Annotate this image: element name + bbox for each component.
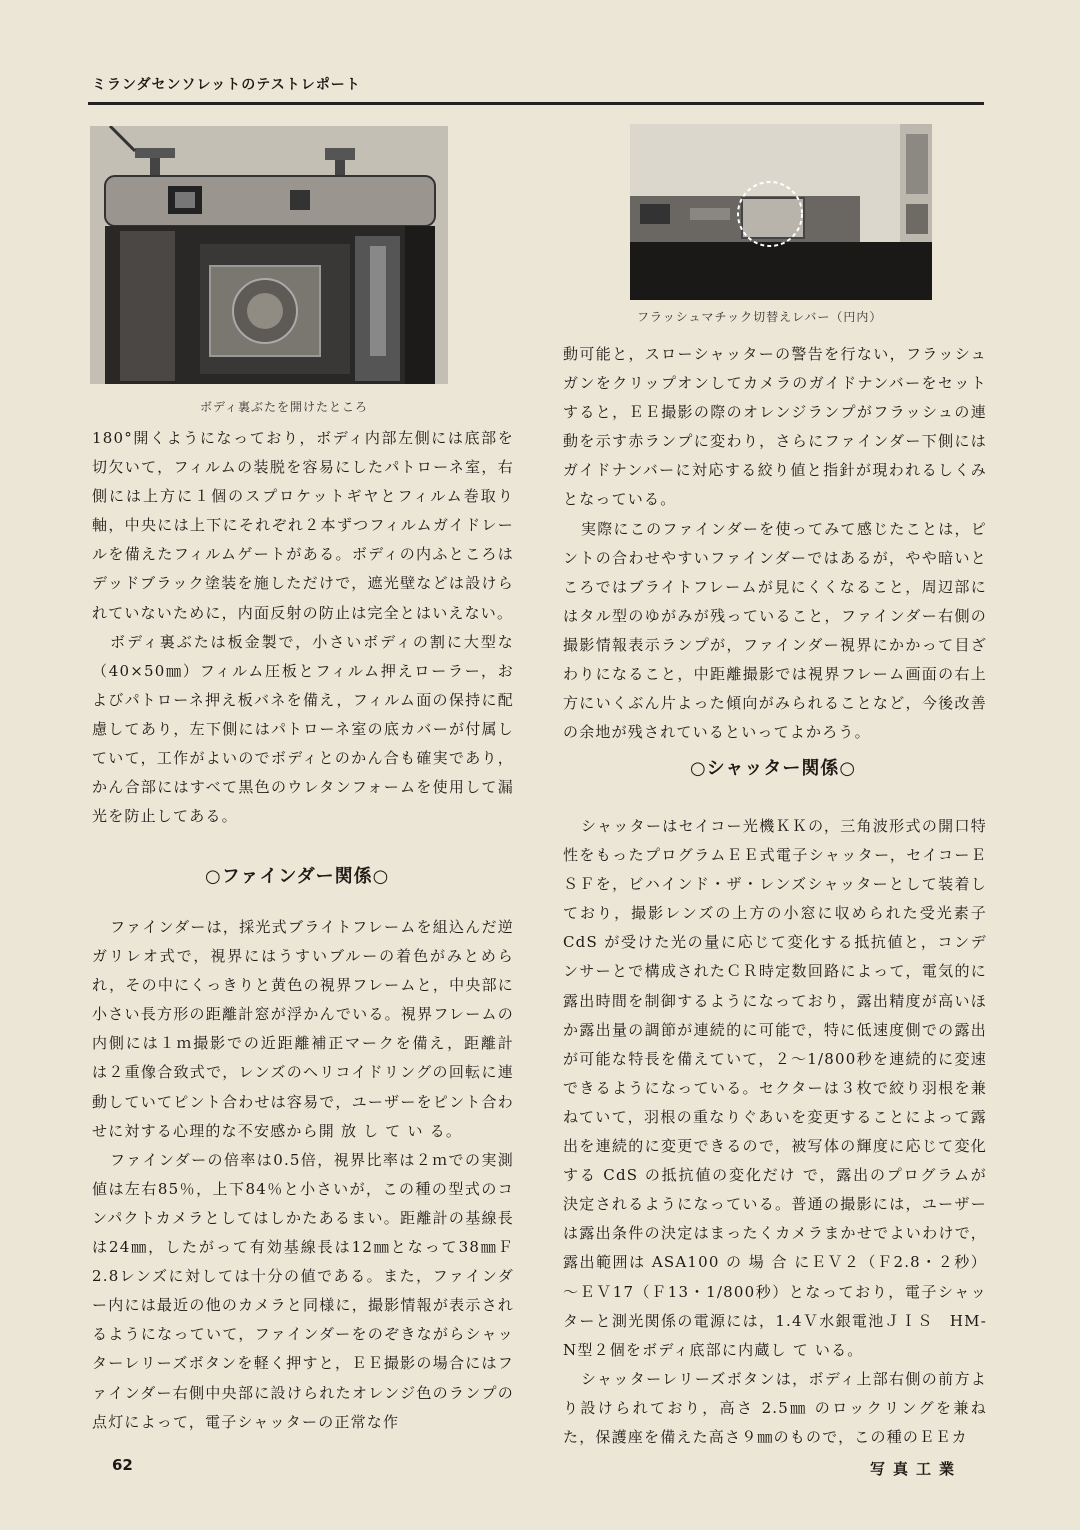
figure-caption-right: フラッシュマチック切替えレバー（円内） <box>637 310 883 324</box>
paragraph: 動可能と，スローシャッターの警告を行ない，フラッシュガンをクリップオンしてカメラのガイドナンバーをセットすると，ＥＥ撮影の際のオレンジランプがフラッシュの連動を示す赤ランプに変わり，さらにファインダー下側にはガイドナンバーに対応する絞り値と指針が現われるしくみとなっている。 <box>563 345 987 509</box>
left-column-lower <box>92 913 514 1437</box>
flash-lever-photo <box>630 124 932 300</box>
paragraph: シャッターレリーズボタンは，ボディ上部右側の前方より設けられており，高さ 2.5㎜ のロックリングを兼ねた，保護座を備えた高さ９㎜のもので，この種のＥＥカ <box>563 1369 987 1446</box>
section-heading-shutter: ○シャッター関係○ <box>690 758 857 779</box>
left-column-upper <box>92 424 514 831</box>
paragraph: ファインダーは，採光式ブライトフレームを組込んだ逆ガリレオ式で，視界にはうすいブルーの着色がみとめられ，その中にくっきりと黄色の視界フレームと，中央部に小さい長方形の距離計窓が浮かんでいる。視界フレームの内側には１ｍ撮影での近距離補正マークを備え，距離計は２重像合致式で，レンズのヘリコイドリングの回転に連動していてピント合わせは容易で，ユーザーをピント合わせに対する心理的な不安感から開 放 し て い る。 <box>92 918 514 1140</box>
right-column-upper <box>563 340 987 747</box>
paragraph: 実際にこのファインダーを使ってみて感じたことは，ピントの合わせやすいファインダーではあるが，やや暗いところではブライトフレームが見にくくなること，周辺部にはタル型のゆがみが残っていること，ファインダー右側の撮影情報表示ランプが，ファインダー視界にかかって目ざわりになること，中距離撮影では視界フレーム画面の右上方にいくぶん片よった傾向がみられることなど，今後改善の余地が残されているといってよかろう。 <box>563 519 987 742</box>
paragraph: ボディ裏ぶたは板金製で，小さいボディの割に大型な（40×50㎜）フィルム圧板とフィルム押えローラー，およびパトローネ押え板バネを備え，フィルム面の保持に配慮してあり，左下側にはパトローネ室の底カバーが付属していて，工作がよいのでボディとのかん合も確実であり，かん合部にはすべて黒色のウレタンフォームを使用して漏光を防止してある。 <box>92 632 514 826</box>
page-number: 62 <box>112 1456 133 1474</box>
paragraph: 180°開くようになっており，ボディ内部左側には底部を切欠いて，フィルムの装脱を容易にしたパトローネ室，右側には上方に１個のスプロケットギヤとフィルム巻取り軸，中央には上下にそれぞれ２本ずつフィルムガイドレールを備えたフィルムゲートがある。ボディの内ふところはデッドブラック塗装を施しただけで，遮光壁などは設けられていないために，内面反射の防止は完全とはいえない。 <box>92 429 514 622</box>
paragraph: シャッターはセイコー光機ＫＫの，三角波形式の開口特性をもったプログラムＥＥ式電子シャッター，セイコーＥＳＦを，ビハインド・ザ・レンズシャッターとして装着しており，撮影レンズの上方の小窓に収められた受光素子 CdS が受けた光の量に応じて変化する抵抗値と，コンデンサーとで構成されたＣＲ時定数回路によって，電気的に露出時間を制御するようになっており，露出精度が高いほか露出量の調節が連続的に可能で，特に低速度側での露出が可能な特長を備えていて，２～1/800秒を連続的に変速できるようになっている。セクターは３枚で絞り羽根を兼ねていて，羽根の重なりぐあいを変更することによって露出を連続的に変更できるので，被写体の輝度に応じて変化する CdS の抵抗値の変化だけ で，露出のプログラムが決定されるようになっている。普通の撮影には，ユーザーは露出条件の決定はまったくカメラまかせでよいわけで，露出範囲は ASA100 の 場 合 にＥＶ２（Ｆ2.8・２秒）～ＥＶ17（Ｆ13・1/800秒）となっており，電子シャッターと測光関係の電源には，1.4Ｖ水銀電池ＪＩＳ HM-N型２個をボディ底部に内蔵し て いる。 <box>563 817 987 1359</box>
paragraph: ファインダーの倍率は0.5倍，視界比率は２ｍでの実測値は左右85％，上下84％と小さいが，この種の型式のコンパクトカメラとしてはしかたあるまい。距離計の基線長は24㎜，したがって有効基線長は12㎜となって38㎜Ｆ2.8レンズに対しては十分の値である。また，ファインダー内には最近の他のカメラと同様に，撮影情報が表示されるようになっていて，ファインダーをのぞきながらシャッターレリーズボタンを軽く押すと，ＥＥ撮影の場合にはファインダー右側中央部に設けられたオレンジ色のランプの点灯によって，電子シャッターの正常な作 <box>92 1150 514 1431</box>
section-heading-finder: ○ファインダー関係○ <box>205 866 390 887</box>
figure-caption-left: ボディ裏ぶたを開けたところ <box>200 400 369 414</box>
camera-back-photo <box>90 126 448 384</box>
right-column-lower <box>563 812 987 1452</box>
magazine-name: 写真工業 <box>870 1460 963 1478</box>
header-rule <box>88 102 984 105</box>
running-header: ミランダセンソレットのテストレポート <box>92 77 361 93</box>
